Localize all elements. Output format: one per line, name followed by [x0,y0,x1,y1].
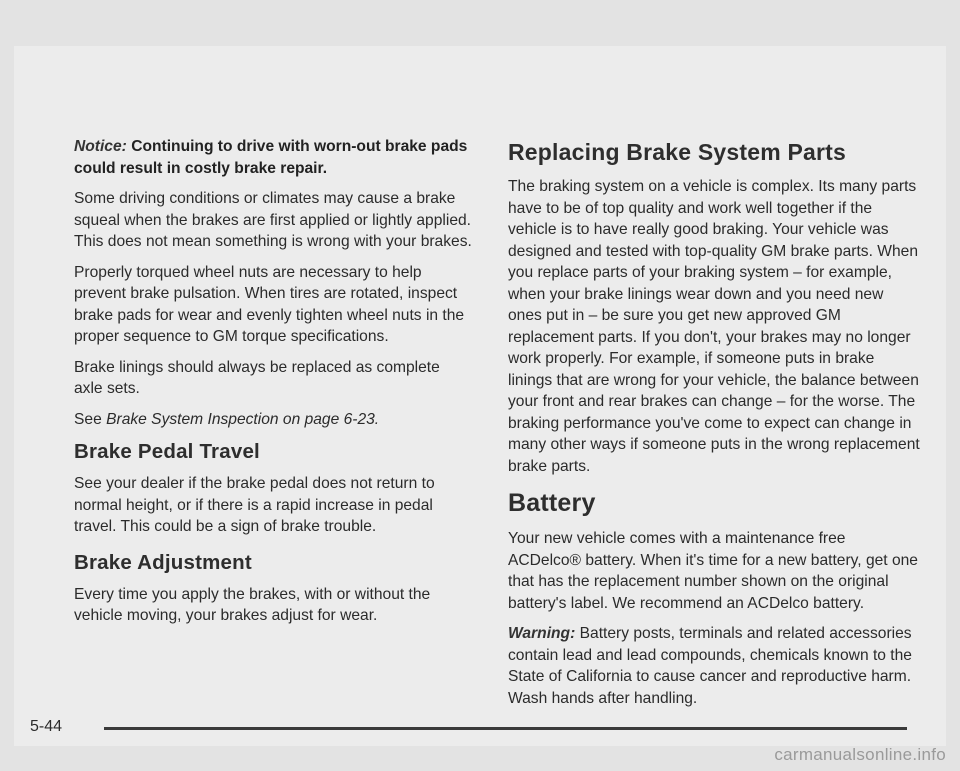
heading-replacing-brake-parts: Replacing Brake System Parts [508,139,846,165]
paragraph-brake-squeal: Some driving conditions or climates may cause a brake squeal when the brakes are first applied or lightly applied. This does not mean something is wrong with your brakes. [74,190,472,250]
notice-label: Notice: [74,138,127,155]
right-column [508,138,920,718]
warning-label: Warning: [508,625,576,642]
page-number: 5-44 [30,718,63,735]
left-column [74,136,472,636]
paragraph-pedal-travel: See your dealer if the brake pedal does not return to normal height, or if there is a rapid increase in pedal travel. This could be a sign of brake trouble. [74,475,435,535]
manual-page [14,46,946,746]
paragraph-replacing-parts: The braking system on a vehicle is complex. Its many parts have to be of top quality and work well together if the vehicle is to have really good braking. Your vehicle was designed and tested with top-quality GM brake parts. When you replace parts of your braking system – for example, when your brake linings wear down and you need new ones put in – be sure you get new approved GM replacement parts. If you don't, your brakes may no longer work properly. For example, if someone puts in brake linings that are wrong for your vehicle, the balance between your front and rear brakes can change – for the worse. The braking performance you've come to expect can change in many other ways if someone puts in the wrong replacement brake parts. [508,178,920,475]
paragraph-battery: Your new vehicle comes with a maintenance free ACDelco® battery. When it's time for a new battery, get one that has the replacement number shown on the original battery's label. We recommend an ACDelco battery. [508,530,918,612]
paragraph-brake-adjustment: Every time you apply the brakes, with or without the vehicle moving, your brakes adjust for wear. [74,585,431,624]
notice-text: Continuing to drive with worn-out brake pads could result in costly brake repair. [74,138,468,177]
warning-paragraph [508,623,920,709]
see-reference [74,409,472,431]
see-reference-link: Brake System Inspection on page 6-23. [106,410,380,428]
paragraph-brake-linings: Brake linings should always be replaced as complete axle sets. [74,358,440,397]
see-prefix: See [74,410,102,428]
heading-brake-adjustment: Brake Adjustment [74,550,252,574]
paragraph-wheel-nuts: Properly torqued wheel nuts are necessary to help prevent brake pulsation. When tires are rotated, inspect brake pads for wear and evenly tighten wheel nuts in the proper sequence to GM torque specifications. [74,263,465,345]
heading-battery: Battery [508,489,596,517]
heading-brake-pedal-travel: Brake Pedal Travel [74,440,260,463]
notice-paragraph [74,136,472,179]
footer-divider [104,727,907,730]
watermark: carmanualsonline.info [774,745,946,764]
warning-text: Battery posts, terminals and related accessories contain lead and lead compounds, chemicals known to the State of California to cause cancer and reproductive harm. Wash hands after handling. [508,625,912,707]
